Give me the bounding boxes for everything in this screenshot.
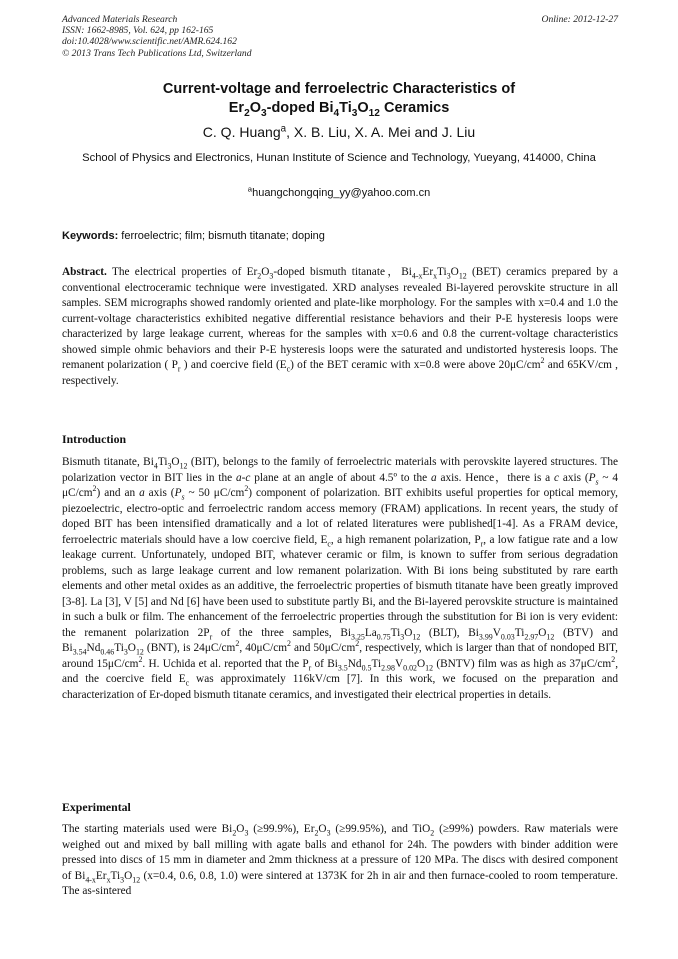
experimental-text: The starting materials used were $Bi_2O_3$ (≥99.9%), $Er_2O_3$ (≥99.95%), and TiO$_2$ (≥99%) powders. Raw materials were weighed out and mixed by ball milling with agate balls and ethanol for 24h. The powders with binder addition were pressed into discs of 15 mm in diameter and 2mm thickness at a pressure of 120 MPa. The discs with desired component of $Bi_{4-x}Er_xTi_3O_{12}$ (x=0.4, 0.6, 0.8, 1.0) were sintered at 1373K for 2h in air and then furnace-cooled to room temperature. The as-sintered <box>62 823 618 897</box>
abstract-label: Abstract. <box>62 266 107 278</box>
affiliation: School of Physics and Electronics, Hunan Institute of Science and Technology, Yueyang, 414000, China <box>82 152 596 164</box>
journal-copyright: © 2013 Trans Tech Publications Ltd, Switzerland <box>62 47 252 59</box>
introduction-text: Bismuth titanate, $Bi_4Ti_3O_{12}$ (BIT), belongs to the family of ferroelectric materials with perovskite layered structures. The polarization vector in BIT lies in the a-c plane at an angle of about 4.5º to the a axis. Hence，there is a c axis ($P_s$ ~ 4 $\mu C/cm^2$) and an a axis ($P_s$ ~ 50 $\mu C/cm^2$) component of polarization. BIT exhibits useful properties for optical memory, piezoelectric, electro-optic and ferroelectric random access memory (FRAM) applications. In recent years, the study of doped BIT has been intensified dramatically and a lot of related literatures were published[1-4]. As a FRAM device, ferroelectric materials should have a low coercive field, $E_c$, a high remanent polarization, $P_r$, a low fatigue rate and a low leakage current. Unfortunately, undoped BIT, whatever ceramic or film, is known to suffer from serious degradation problems, such as large leakage current and low remanent polarization. With Bi ions being substituted by rare earth elements and other metal oxides as an additive, the ferroelectric properties of bismuth titanate have been greatly improved [3-8]. La [3], V [5] and Nd [6] have been used to substitute partly Bi, and the Bi-layered perovskite structure is maintained in such a bulk or film. The enhancement of the ferroelectric properties through the substitution for Bi ion is very evident: the remanent polarization $2P_r$ of the three samples, $Bi_{3.25}La_{0.75}Ti_3O_{12}$ (BLT), $Bi_{3.99}V_{0.03}Ti_{2.97}O_{12}$ (BTV) and $Bi_{3.54}Nd_{0.46}Ti_3O_{12}$ (BNT), is $24\mu C/cm^2$, $40\mu C/cm^2$ and $50\mu C/cm^2$, respectively, which is larger than that of nondoped BIT, around $15\mu C/cm^2$. H. Uchida et al. reported that the $P_r$ of $Bi_{3.5}Nd_{0.5}Ti_{2.98}V_{0.02}O_{12}$ (BNTV) film was as high as $37\mu C/cm^2$, and the coercive field $E_c$ was approximately 116kV/cm [7]. In this work, we focused on the preparation and characterization of Er-doped bismuth titanate ceramics, and investigated their electrical properties in details. <box>62 456 619 701</box>
online-date: Online: 2012-12-27 <box>541 14 618 25</box>
paper-title <box>40 80 638 118</box>
journal-doi: doi:10.4028/www.scientific.net/AMR.624.162 <box>62 36 237 48</box>
journal-issn: ISSN: 1662-8985, Vol. 624, pp 162-165 <box>62 25 214 37</box>
keywords: Keywords: ferroelectric; film; bismuth titanate; doping <box>62 230 325 242</box>
title-line-1: Current-voltage and ferroelectric Characteristics of <box>162 81 516 97</box>
author-email: $^a$huangchongqing_yy@yahoo.com.cn <box>247 184 431 199</box>
abstract: Abstract. The electrical properties of $Er_2O_3$-doped bismuth titanate，$Bi_{4-x}Er_xTi_3O_{12}$ (BET) ceramics prepared by a conventional electroceramic technique were investigated. XRD analyses revealed Bi-layered perovskite structure in all samples. SEM micrographs showed randomly oriented and plate-like morphology. For the samples with x=0.4 and 1.0 the current-voltage characteristics exhibited negative differential resistance behaviors and their P-E hysteresis loops were characterized by large leakage current, whereas for the samples with x=0.6 and 0.8 the current-voltage characteristics showed simple ohmic behaviors and their P-E hysteresis loops were the saturated and undistorted hysteresis loops. The remanent polarization ( $P_r$ ) and coercive field $(E_c)$ of the BET ceramic with x=0.8 were above $20\mu C/cm^2$ and 65KV/cm , respectively. <box>62 266 619 387</box>
title-line-2: $Er_2O_3$-doped $Bi_4Ti_3O_{12}$ Ceramics <box>228 100 450 119</box>
journal-name: Advanced Materials Research <box>62 14 178 25</box>
journal-header <box>62 14 618 59</box>
section-heading-experimental: Experimental <box>62 800 131 814</box>
section-heading-introduction: Introduction <box>62 432 127 446</box>
author-list: C. Q. Huang$^a$, X. B. Liu, X. A. Mei and J. Liu <box>202 123 476 140</box>
